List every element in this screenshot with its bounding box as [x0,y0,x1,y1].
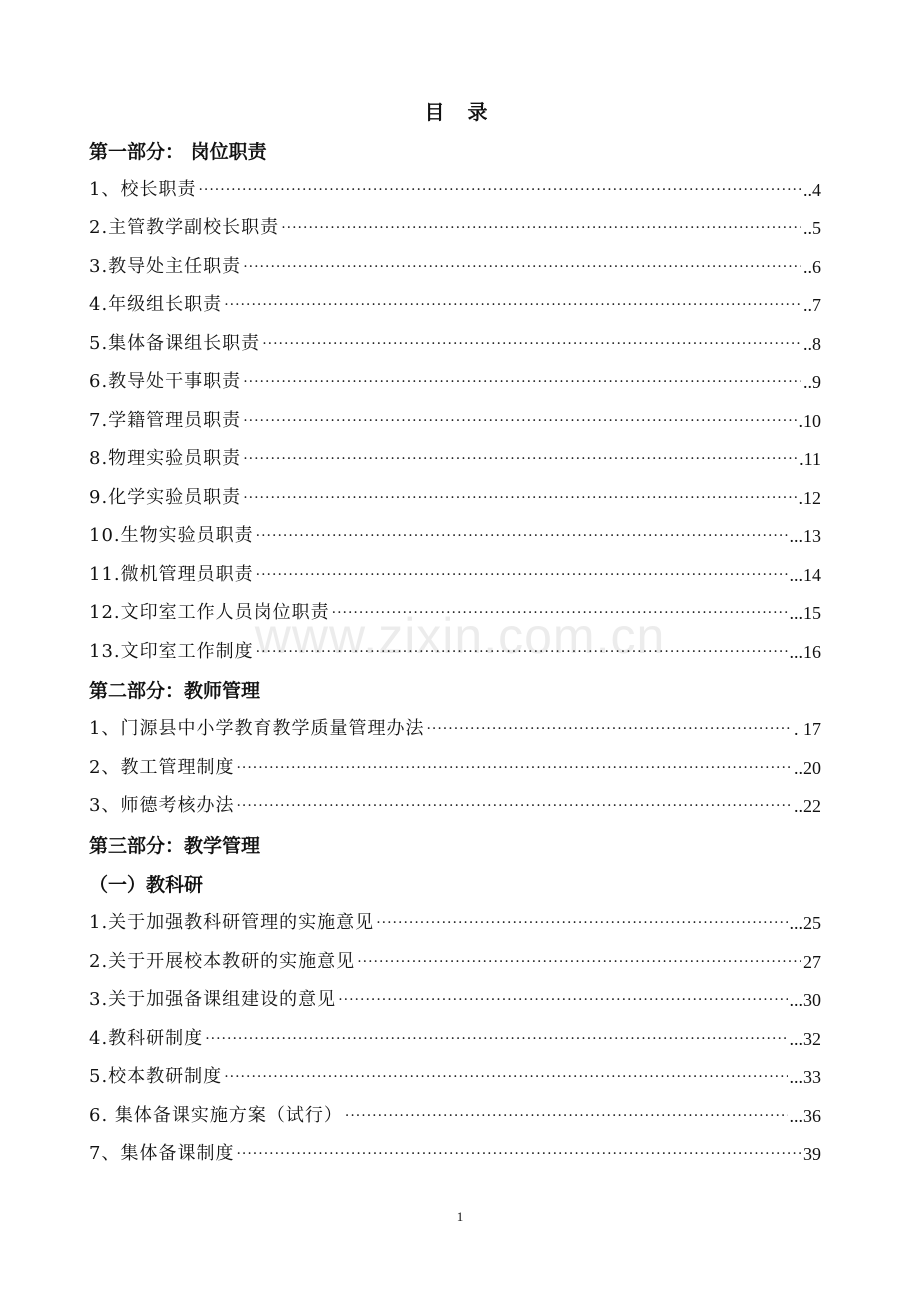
part2-heading: 第二部分：教师管理 [89,680,261,702]
dot-leader [357,948,801,976]
part1-heading: 第一部分： 岗位职责 [89,141,267,163]
dot-leader [243,407,796,435]
dot-leader [376,909,787,937]
toc-entry-page: ..22 [794,796,821,816]
toc-entry-page: .12 [798,488,821,508]
toc-entry-page: .11 [799,449,821,469]
toc-entry-label: 7、集体备课制度 [89,1143,235,1164]
toc-entry-page: ..20 [794,758,821,778]
toc-entry[interactable] [89,599,821,627]
toc-entry-label: 13.文印室工作制度 [89,641,254,662]
dot-leader [345,1102,788,1130]
dot-leader [236,1140,801,1168]
dot-leader [256,561,788,589]
toc-entry[interactable] [89,986,821,1014]
toc-entry-page: . 17 [794,719,821,739]
toc-entry-page: ...33 [789,1067,821,1087]
page-title: 目 录 [424,100,496,124]
toc-entry[interactable] [89,638,821,666]
toc-entry[interactable] [89,792,821,820]
toc-entry[interactable] [89,948,821,976]
toc-entry-page: ...32 [789,1029,821,1049]
part3-subheading: （一）教科研 [89,874,204,896]
toc-entry-label: 1、校长职责 [89,179,197,200]
dot-leader [256,638,788,666]
toc-entry[interactable] [89,253,821,281]
toc-entry-label: 9.化学实验员职责 [89,487,242,508]
toc-entry[interactable] [89,176,821,204]
toc-entry-label: 1、门源县中小学教育教学质量管理办法 [89,718,425,739]
toc-entry-label: 10.生物实验员职责 [89,525,254,546]
toc-entry-page: ...15 [789,603,821,623]
toc-entry-page: ...36 [789,1106,821,1126]
dot-leader [243,368,801,396]
toc-entry-label: 7.学籍管理员职责 [89,410,242,431]
toc-entry-page: ..4 [803,180,821,200]
dot-leader [224,1063,787,1091]
toc-entry[interactable] [89,561,821,589]
toc-entry[interactable] [89,715,821,743]
watermark: www.zixin.com.cn [254,608,666,664]
dot-leader [243,445,797,473]
toc-entry-label: 6. 集体备课实施方案（试行） [89,1105,343,1126]
toc-entry-label: 2、教工管理制度 [89,757,235,778]
dot-leader [256,522,788,550]
dot-leader [281,214,801,242]
toc-entry[interactable] [89,754,821,782]
toc-entry[interactable] [89,368,821,396]
toc-entry[interactable] [89,484,821,512]
toc-entry[interactable] [89,909,821,937]
dot-leader [243,484,796,512]
toc-entry-label: 5.集体备课组长职责 [89,333,261,354]
toc-entry[interactable] [89,291,821,319]
footer-page-number: 1 [456,1209,464,1224]
toc-entry[interactable] [89,330,821,358]
dot-leader [243,253,801,281]
toc-entry-label: 3.关于加强备课组建设的意见 [89,989,337,1010]
dot-leader [262,330,801,358]
dot-leader [332,599,788,627]
toc-entry-label: 2.关于开展校本教研的实施意见 [89,951,356,972]
toc-entry-page: 27 [803,952,821,972]
toc-entry-page: 39 [803,1144,821,1164]
toc-entry-page: .10 [798,411,821,431]
part3-heading: 第三部分：教学管理 [89,835,261,857]
toc-entry-page: ..7 [803,295,821,315]
dot-leader [236,792,792,820]
toc-entry-page: ...13 [789,526,821,546]
toc-entry[interactable] [89,1140,821,1168]
toc-entry-label: 5.校本教研制度 [89,1066,223,1087]
dot-leader [236,754,792,782]
toc-entry-page: ..6 [803,257,821,277]
toc-entry-label: 8.物理实验员职责 [89,448,242,469]
toc-entry-label: 4.年级组长职责 [89,294,223,315]
toc-entry-label: 6.教导处干事职责 [89,371,242,392]
dot-leader [224,291,801,319]
toc-entry-page: ..5 [803,218,821,238]
toc-entry-label: 4.教科研制度 [89,1028,204,1049]
dot-leader [205,1025,787,1053]
toc-entry-page: ...25 [789,913,821,933]
toc-entry[interactable] [89,445,821,473]
toc-entry-page: ...14 [789,565,821,585]
toc-entry-label: 3.教导处主任职责 [89,256,242,277]
dot-leader [426,715,792,743]
toc-entry[interactable] [89,1025,821,1053]
toc-entry[interactable] [89,522,821,550]
toc-entry[interactable] [89,1102,821,1130]
toc-entry-page: ..8 [803,334,821,354]
toc-entry-label: 1.关于加强教科研管理的实施意见 [89,912,375,933]
toc-entry-label: 3、师德考核办法 [89,795,235,816]
toc-entry[interactable] [89,1063,821,1091]
dot-leader [198,176,801,204]
toc-entry[interactable] [89,214,821,242]
toc-entry-page: ...16 [789,642,821,662]
toc-entry-label: 12.文印室工作人员岗位职责 [89,602,330,623]
toc-entry-page: ..9 [803,372,821,392]
toc-entry-label: 11.微机管理员职责 [89,564,254,585]
toc-entry[interactable] [89,407,821,435]
toc-entry-label: 2.主管教学副校长职责 [89,217,280,238]
dot-leader [338,986,787,1014]
toc-entry-page: ...30 [789,990,821,1010]
